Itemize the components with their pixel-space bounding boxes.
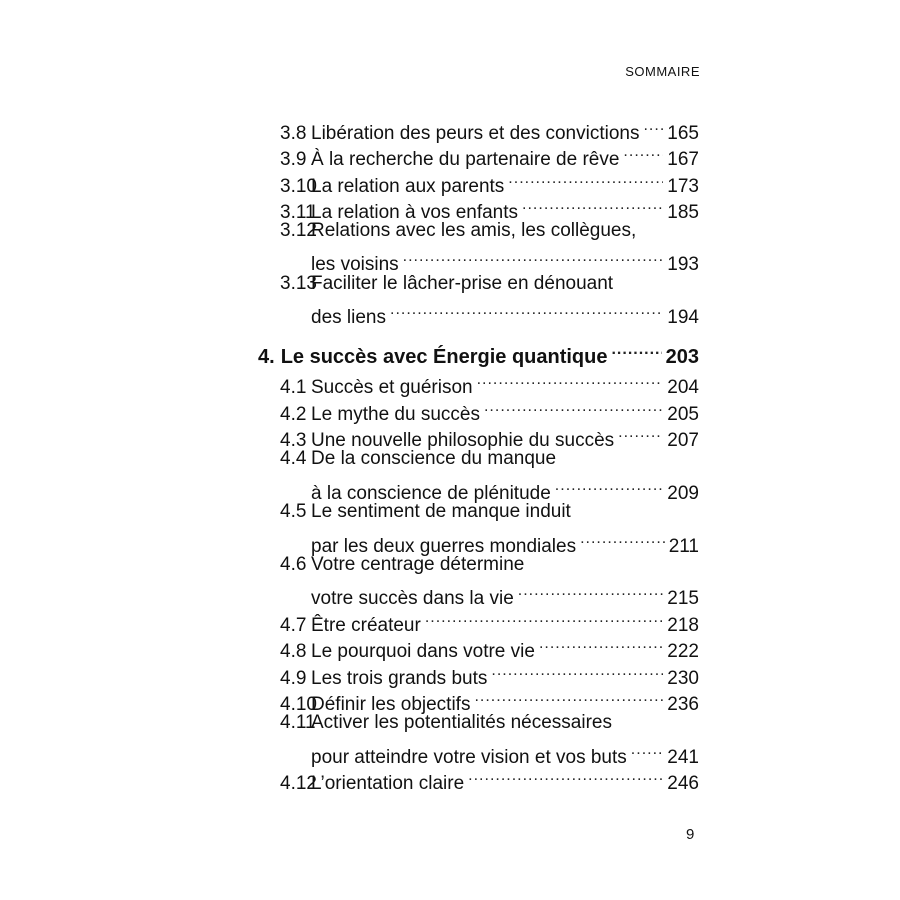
toc-entry [258,420,699,451]
toc-entry-continued [258,244,699,275]
entry-title: Le sentiment de manque induit [311,501,571,522]
entry-number: 3.8 [280,123,307,144]
entry-title: À la recherche du partenaire de rêve [311,149,620,170]
leader-dots [611,337,661,363]
entry-page: 230 [667,668,699,689]
chapter-title: Le succès avec Énergie quantique [280,346,608,368]
entry-title-continued: votre succès dans la vie [311,588,514,609]
entry-page: 207 [667,430,699,451]
entry-number: 4.6 [280,554,307,575]
entry-page: 211 [668,536,699,557]
entry-page: 205 [667,404,699,425]
entry-number: 4.4 [280,448,307,469]
entry-number: 4.2 [280,404,307,425]
entry-number: 4.3 [280,430,307,451]
toc-entry [258,763,699,794]
entry-page: 215 [667,588,699,609]
leader-dots [631,737,664,763]
leader-dots [618,420,663,446]
chapter-page: 203 [665,346,699,368]
leader-dots [403,244,664,270]
leader-dots [468,763,663,789]
toc-entry [258,710,699,736]
entry-page: 236 [667,694,699,715]
entry-title: La relation à vos enfants [311,202,519,223]
leader-dots [474,684,663,710]
leader-dots [425,605,663,631]
leader-dots [390,297,663,323]
entry-title-continued: pour atteindre votre vision et vos buts [311,747,627,768]
entry-page: 167 [667,149,699,170]
entry-title: Succès et guérison [311,377,473,398]
entry-title: Libération des peurs et des convictions [311,123,640,144]
entry-title-continued: les voisins [311,254,399,275]
entry-title: Définir les objectifs [311,694,471,715]
toc-entry [258,139,699,170]
entry-number: 3.12 [280,220,317,241]
leader-dots [477,367,664,393]
toc-entry [258,552,699,578]
toc-entry [258,631,699,662]
entry-number: 4.12 [280,773,317,794]
leader-dots [643,113,663,139]
toc-entry [258,166,699,197]
entry-title-continued: des liens [311,307,386,328]
page-number: 9 [686,826,695,843]
entry-number: 4.1 [280,377,307,398]
entry-page: 222 [667,641,699,662]
entry-title-continued: par les deux guerres mondiales [311,536,577,557]
toc-entry [258,446,699,472]
entry-page: 193 [667,254,699,275]
toc-entry [258,367,699,398]
entry-page: 165 [667,123,699,144]
entry-page: 185 [667,202,699,223]
leader-dots [555,473,664,499]
entry-title: Le mythe du succès [311,404,480,425]
toc-entry-continued [258,297,699,328]
leader-dots [484,394,663,420]
entry-title: Une nouvelle philosophie du succès [311,430,615,451]
entry-title: Le pourquoi dans votre vie [311,641,535,662]
entry-number: 4.10 [280,694,317,715]
toc-entry-continued [258,737,699,768]
entry-number: 3.10 [280,176,317,197]
toc-entry [258,113,699,144]
entry-page: 241 [667,747,699,768]
entry-number: 4.5 [280,501,307,522]
entry-title: Les trois grands buts [311,668,488,689]
entry-title: Être créateur [311,615,421,636]
toc-entry [258,684,699,715]
leader-dots [623,139,663,165]
entry-page: 209 [667,483,699,504]
toc-entry [258,192,699,223]
chapter-number: 4. [258,346,275,368]
leader-dots [580,526,665,552]
entry-number: 4.11 [280,712,316,733]
entry-number: 3.9 [280,149,307,170]
toc-entry [258,605,699,636]
entry-title: Votre centrage détermine [311,554,525,575]
toc-entry-continued [258,473,699,504]
entry-title-continued: à la conscience de plénitude [311,483,551,504]
toc-chapter [258,337,699,368]
leader-dots [522,192,663,218]
toc-entry [258,218,699,244]
toc-entry-continued [258,578,699,609]
entry-title: Faciliter le lâcher-prise en dénouant [311,273,614,294]
running-header: SOMMAIRE [625,64,700,79]
entry-number: 3.13 [280,273,317,294]
entry-title: Activer les potentialités nécessaires [311,712,612,733]
toc-entry [258,499,699,525]
leader-dots [518,578,664,604]
entry-number: 4.7 [280,615,307,636]
entry-page: 246 [667,773,699,794]
entry-title: Relations avec les amis, les collègues, [311,220,637,241]
entry-page: 204 [667,377,699,398]
entry-title: La relation aux parents [311,176,505,197]
entry-page: 173 [667,176,699,197]
entry-page: 218 [667,615,699,636]
toc-entry-continued [258,526,699,557]
leader-dots [508,166,663,192]
entry-page: 194 [667,307,699,328]
toc-entry [258,271,699,297]
entry-title: De la conscience du manque [311,448,557,469]
entry-number: 4.9 [280,668,307,689]
entry-number: 3.11 [280,202,316,223]
toc-entry [258,658,699,689]
leader-dots [539,631,663,657]
toc-entry [258,394,699,425]
entry-number: 4.8 [280,641,307,662]
leader-dots [491,658,663,684]
entry-title: L’orientation claire [311,773,465,794]
